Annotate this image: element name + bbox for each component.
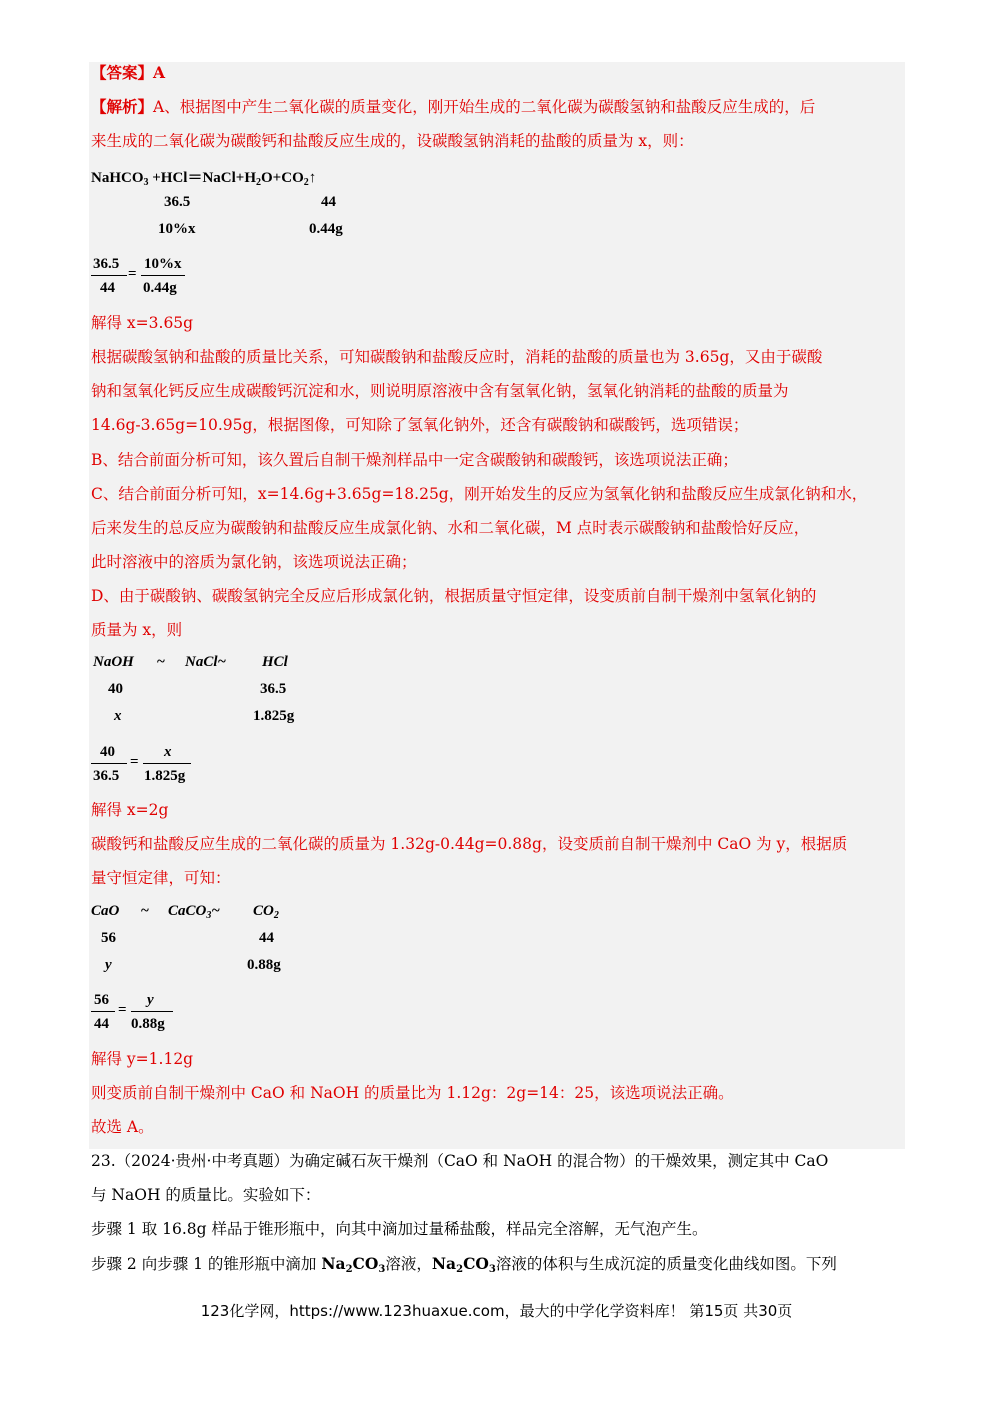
question-23-line-1: 23.（2024·贵州·中考真题）为确定碱石灰干燥剂（CaO 和 NaOH 的混合物）的干燥效果，测定其中 CaO <box>91 1152 829 1170</box>
analysis-line-2: 来生成的二氧化碳为碳酸钙和盐酸反应生成的，设碳酸氢钠消耗的盐酸的质量为 x，则： <box>91 132 694 150</box>
question-23-line-2: 与 NaOH 的质量比。实验如下： <box>91 1186 321 1204</box>
equation-3-mass-b: 44 <box>259 930 274 946</box>
solve-3: 解得 y=1.12g <box>91 1050 194 1068</box>
equation-3-unknown-b: 0.88g <box>247 957 281 973</box>
paragraph-3: 14.6g-3.65g=10.95g，根据图像，可知除了氢氧化钠外，还含有碳酸钠和碳酸钙，选项错误； <box>91 416 749 434</box>
equation-2-unknown-b: 1.825g <box>253 708 295 724</box>
option-d-line-2: 质量为 x，则 <box>91 621 183 639</box>
proportion-2: 40 36.5 = x 1.825g <box>91 744 201 788</box>
proportion-3: 56 44 = y 0.88g <box>91 992 181 1036</box>
option-b: B、结合前面分析可知，该久置后自制干燥剂样品中一定含碳酸钠和碳酸钙，该选项说法正确； <box>91 451 738 469</box>
equation-3-tilde: ~ <box>141 903 149 919</box>
option-d-line-1: D、由于碳酸钠、碳酸氢钠完全反应后形成氯化钠，根据质量守恒定律，设变质前自制干燥剂中氢氧化钠的 <box>91 587 817 605</box>
question-23-step-1: 步骤 1 取 16.8g 样品于锥形瓶中，向其中滴加过量稀盐酸，样品完全溶解，无气泡产生。 <box>91 1220 708 1238</box>
equation-2-naoh: NaOH <box>93 654 134 670</box>
analysis-label: 【解析】 <box>91 97 154 116</box>
equation-2-mass-b: 36.5 <box>260 681 287 697</box>
equation-2-nacl: NaCl~ <box>185 654 227 670</box>
equation-2-hcl: HCl <box>262 654 288 670</box>
equation-3-unknown-a: y <box>105 957 112 973</box>
equation-3-mass-a: 56 <box>101 930 116 946</box>
equation-3-cao: CaO <box>91 903 120 919</box>
paragraph-11: 量守恒定律，可知： <box>91 869 231 887</box>
equation-2-unknown-a: x <box>114 708 122 724</box>
equation-3-co2: $CO_2$ <box>253 903 279 921</box>
answer-label: 【答案】A <box>91 63 166 82</box>
question-23-step-2: 步骤 2 向步骤 1 的锥形瓶中滴加 $Na_2CO_3$溶液，$Na_2CO_3$溶液的体积与生成沉淀的质量变化曲线如图。下列 <box>91 1254 837 1275</box>
option-c-line-2: 后来发生的总反应为碳酸钠和盐酸反应生成氯化钠、水和二氧化碳，M 点时表示碳酸钠和盐酸恰好反应， <box>91 519 810 537</box>
conclusion: 故选 A。 <box>91 1118 154 1136</box>
equation-1-mass-b: 44 <box>321 194 336 210</box>
option-c-line-3: 此时溶液中的溶质为氯化钠，该选项说法正确； <box>91 553 417 571</box>
paragraph-12: 则变质前自制干燥剂中 CaO 和 NaOH 的质量比为 1.12g：2g=14：25，该选项说法正确。 <box>91 1084 734 1102</box>
solve-2: 解得 x=2g <box>91 801 169 819</box>
equation-1-unknown-a: 10%x <box>158 221 196 237</box>
analysis-line-1 <box>91 96 815 118</box>
analysis-text-1: A、根据图中产生二氧化碳的质量变化，刚开始生成的二氧化碳为碳酸氢钠和盐酸反应生成的，后 <box>153 98 816 116</box>
equation-2-tilde: ~ <box>157 654 165 670</box>
option-c-line-1: C、结合前面分析可知，x=14.6g+3.65g=18.25g，刚开始发生的反应为氢氧化钠和盐酸反应生成氯化钠和水， <box>91 485 868 503</box>
equation-3-caco3: CaCO$_3$~ <box>168 903 220 921</box>
equation-1: NaHCO$_3$ $+HCl=NaCl+H_2O+CO_2↑$ <box>91 170 317 188</box>
equation-1-unknown-b: 0.44g <box>309 221 343 237</box>
equation-1-mass-a: 36.5 <box>164 194 191 210</box>
equation-2-mass-a: 40 <box>108 681 123 697</box>
paragraph-1: 根据碳酸氢钠和盐酸的质量比关系，可知碳酸钠和盐酸反应时，消耗的盐酸的质量也为 3.65g，又由于碳酸 <box>91 348 823 366</box>
solve-1: 解得 x=3.65g <box>91 314 194 332</box>
paragraph-2: 钠和氢氧化钙反应生成碳酸钙沉淀和水，则说明原溶液中含有氢氧化钠，氢氧化钠消耗的盐酸的质量为 <box>91 382 789 400</box>
page-footer: 123化学网，https://www.123huaxue.com，最大的中学化学资料库！ 第15页 共30页 <box>200 1302 793 1320</box>
paragraph-10: 碳酸钙和盐酸反应生成的二氧化碳的质量为 1.32g-0.44g=0.88g，设变质前自制干燥剂中 CaO 为 y，根据质 <box>91 835 848 853</box>
proportion-1: 36.5 44 = 10%x 0.44g <box>91 256 191 300</box>
